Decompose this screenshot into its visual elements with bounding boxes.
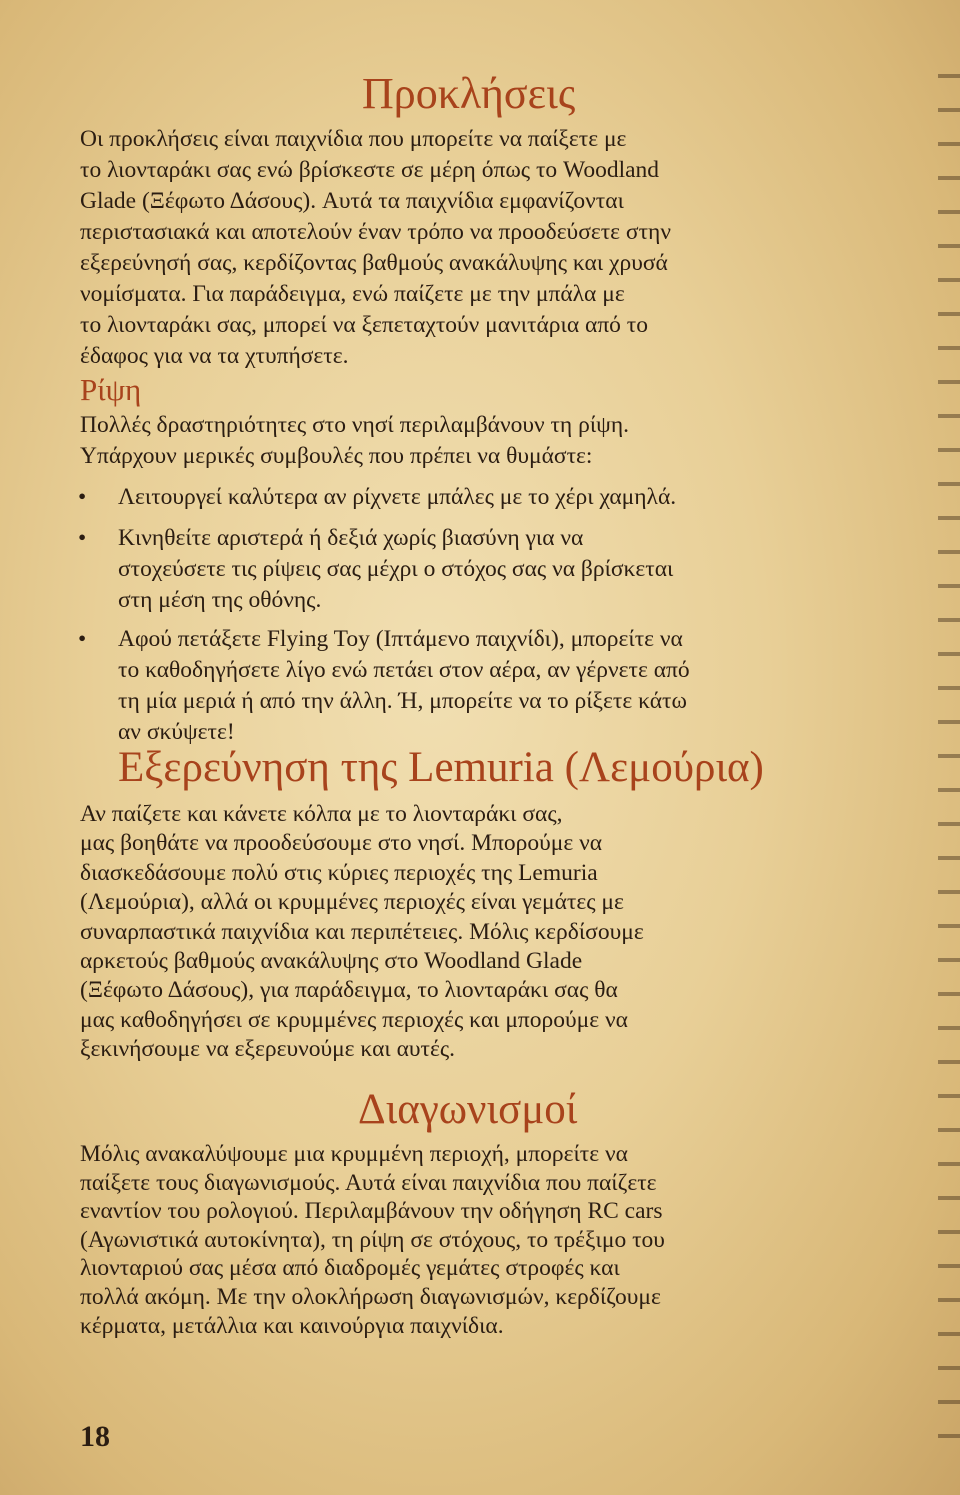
text-line: (Ξέφωτο Δάσους), για παράδειγμα, το λιονταράκι σας θα bbox=[80, 977, 618, 1004]
throwing-intro bbox=[80, 410, 629, 472]
text-line: Λειτουργεί καλύτερα αν ρίχνετε μπάλες με το χέρι χαμηλά. bbox=[118, 484, 677, 510]
text-line: το καθοδηγήσετε λίγο ενώ πετάει στον αέρα, αν γέρνετε από bbox=[118, 657, 690, 683]
text-line: στη μέση της οθόνης. bbox=[118, 587, 322, 613]
text-line: Κινηθείτε αριστερά ή δεξιά χωρίς βιασύνη για να bbox=[118, 525, 584, 551]
text-line: (Αγωνιστικά αυτοκίνητα), τη ρίψη σε στόχους, το τρέξιμο του bbox=[80, 1226, 665, 1253]
page-number: 18 bbox=[80, 1420, 110, 1453]
text-line: τη μία μεριά ή από την άλλη. Ή, μπορείτε να το ρίξετε κάτω bbox=[118, 688, 687, 714]
text-line: συναρπαστικά παιχνίδια και περιπέτειες. Μόλις κερδίσουμε bbox=[80, 918, 644, 945]
text-line: αρκετούς βαθμούς ανακάλυψης στο Woodland Glade bbox=[80, 948, 583, 975]
text-line: αν σκύψετε! bbox=[118, 719, 235, 745]
text-line: νομίσματα. Για παράδειγμα, ενώ παίζετε με την μπάλα με bbox=[80, 281, 625, 307]
text-line: Μόλις ανακαλύψουμε μια κρυμμένη περιοχή, μπορείτε να bbox=[80, 1141, 628, 1167]
contests-paragraph bbox=[80, 1140, 665, 1340]
list-item bbox=[78, 523, 690, 616]
throwing-tips-list bbox=[78, 482, 690, 748]
text-line: έδαφος για να τα χτυπήσετε. bbox=[80, 343, 349, 369]
text-line: Υπάρχουν μερικές συμβουλές που πρέπει να θυμάστε: bbox=[80, 443, 593, 469]
throwing-heading: Ρίψη bbox=[80, 372, 142, 407]
lemuria-heading: Εξερεύνηση της Lemuria (Λεμούρια) bbox=[118, 744, 764, 791]
bullet-point: • bbox=[78, 484, 87, 510]
list-item bbox=[78, 624, 690, 748]
lemuria-paragraph bbox=[80, 800, 644, 1065]
text-line: μας βοηθάτε να προοδεύσουμε στο νησί. Μπορούμε να bbox=[80, 830, 603, 857]
text-line: Οι προκλήσεις είναι παιχνίδια που μπορείτε να παίξετε με bbox=[80, 126, 627, 152]
text-line: περιστασιακά και αποτελούν έναν τρόπο να προοδεύσετε στην bbox=[80, 219, 671, 245]
text-line: Glade (Ξέφωτο Δάσους). Αυτά τα παιχνίδια εμφανίζονται bbox=[80, 188, 624, 214]
text-line: διασκεδάσουμε πολύ στις κύριες περιοχές της Lemuria bbox=[80, 859, 598, 886]
challenges-paragraph bbox=[80, 124, 671, 372]
text-line: μας καθοδηγήσει σε κρυμμένες περιοχές και μπορούμε να bbox=[80, 1006, 628, 1033]
text-line: παίξετε τους διαγωνισμούς. Αυτά είναι παιχνίδια που παίζετε bbox=[80, 1169, 657, 1196]
text-line: Αν παίζετε και κάνετε κόλπα με το λιονταράκι σας, bbox=[80, 801, 563, 827]
text-line: στοχεύσετε τις ρίψεις σας μέχρι ο στόχος σας να βρίσκεται bbox=[118, 556, 674, 582]
bullet-point: • bbox=[78, 525, 87, 551]
challenges-heading: Προκλήσεις bbox=[362, 69, 576, 118]
binding-edge bbox=[938, 60, 960, 1460]
bullet-point: • bbox=[78, 626, 87, 652]
text-line: το λιονταράκι σας ενώ βρίσκεστε σε μέρη όπως το Woodland bbox=[80, 157, 660, 183]
text-line: ξεκινήσουμε να εξερευνούμε και αυτές. bbox=[80, 1036, 456, 1063]
text-line: το λιονταράκι σας, μπορεί να ξεπεταχτούν μανιτάρια από το bbox=[80, 312, 649, 338]
text-line: Πολλές δραστηριότητες στο νησί περιλαμβάνουν τη ρίψη. bbox=[80, 412, 630, 438]
text-line: λιονταριού σας μέσα από διαδρομές γεμάτες στροφές και bbox=[80, 1255, 620, 1282]
text-line: (Λεμούρια), αλλά οι κρυμμένες περιοχές είναι γεμάτες με bbox=[80, 889, 624, 916]
text-line: πολλά ακόμη. Με την ολοκλήρωση διαγωνισμών, κερδίζουμε bbox=[80, 1283, 661, 1310]
text-line: κέρματα, μετάλλια και καινούργια παιχνίδια. bbox=[80, 1312, 504, 1339]
text-line: εξερεύνησή σας, κερδίζοντας βαθμούς ανακάλυψης και χρυσά bbox=[80, 250, 668, 276]
contests-heading: Διαγωνισμοί bbox=[358, 1086, 578, 1133]
text-line: εναντίον του ρολογιού. Περιλαμβάνουν την οδήγηση RC cars bbox=[80, 1198, 663, 1225]
list-item bbox=[78, 482, 690, 513]
text-line: Αφού πετάξετε Flying Toy (Ιπτάμενο παιχνίδι), μπορείτε να bbox=[118, 626, 683, 652]
